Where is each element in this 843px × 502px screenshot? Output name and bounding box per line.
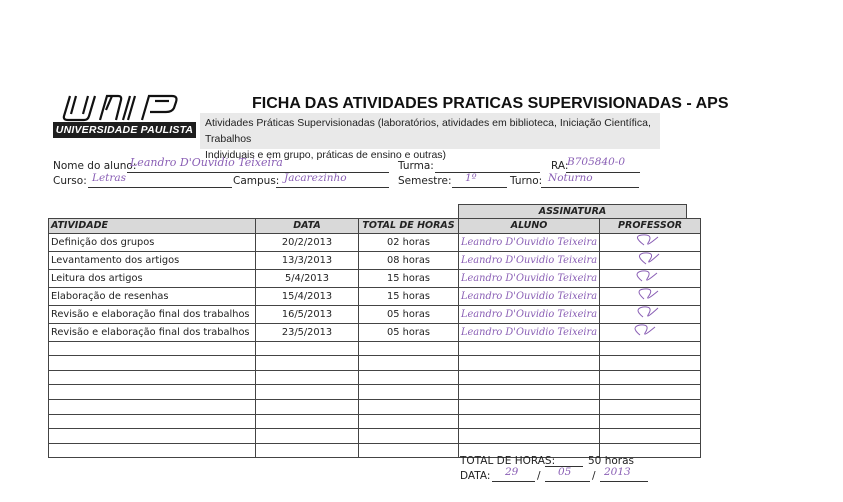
subtitle-line-1: Atividades Práticas Supervisionadas (laboratórios, atividades em biblioteca, Iniciação Científica, Trabalhos <box>205 117 651 145</box>
table-row <box>49 305 701 323</box>
nome-value[interactable]: Leandro D'Ouvidio Teixeira <box>130 156 283 169</box>
table-row-empty <box>49 385 701 400</box>
cell-professor-signature <box>600 287 701 305</box>
table-row <box>49 287 701 305</box>
turno-value[interactable]: Noturno <box>548 172 593 184</box>
date-sep-2: / <box>592 470 596 482</box>
total-label: TOTAL DE HORAS: <box>460 455 556 467</box>
data-label: DATA: <box>460 470 491 482</box>
cell-aluno-signature: Leandro D'Ouvidio Teixeira <box>459 323 600 341</box>
cell-professor-signature <box>600 269 701 287</box>
cell-atividade: Definição dos grupos <box>49 233 256 251</box>
cell-data: 23/5/2013 <box>256 323 359 341</box>
professor-rubrica-icon <box>602 270 698 283</box>
table-row-empty <box>49 399 701 414</box>
campus-value[interactable]: Jacarezinho <box>284 172 347 184</box>
col-horas: TOTAL DE HORAS <box>359 219 459 234</box>
cell-professor-signature <box>600 251 701 269</box>
col-professor: PROFESSOR <box>600 219 701 234</box>
cell-horas: 15 horas <box>359 287 459 305</box>
turno-label: Turno: <box>510 175 543 187</box>
logo-band: UNIVERSIDADE PAULISTA <box>53 122 196 138</box>
cell-professor-signature <box>600 323 701 341</box>
year-line <box>600 481 648 482</box>
col-atividade: ATIVIDADE <box>49 219 256 234</box>
nome-label: Nome do aluno: <box>53 160 137 172</box>
semestre-line <box>452 187 507 188</box>
date-month[interactable]: 05 <box>558 466 572 478</box>
table-row-empty <box>49 356 701 371</box>
cell-horas: 05 horas <box>359 323 459 341</box>
turma-line[interactable] <box>435 172 540 173</box>
professor-rubrica-icon <box>602 306 698 319</box>
professor-rubrica-icon <box>602 234 698 247</box>
cell-data: 16/5/2013 <box>256 305 359 323</box>
table-row-empty <box>49 414 701 429</box>
semestre-label: Semestre: <box>398 175 452 187</box>
cell-aluno-signature: Leandro D'Ouvidio Teixeira <box>459 233 600 251</box>
campus-label: Campus: <box>233 175 280 187</box>
cell-professor-signature <box>600 305 701 323</box>
table-header-row <box>49 219 701 234</box>
cell-atividade: Revisão e elaboração final dos trabalhos <box>49 305 256 323</box>
date-year[interactable]: 2013 <box>604 466 631 478</box>
cell-data: 20/2/2013 <box>256 233 359 251</box>
activities-table <box>48 218 701 458</box>
campus-line <box>276 187 389 188</box>
table-row-empty <box>49 429 701 444</box>
curso-value[interactable]: Letras <box>92 172 127 184</box>
professor-rubrica-icon <box>602 252 698 265</box>
professor-rubrica-icon <box>602 288 698 301</box>
semestre-value[interactable]: 1º <box>465 172 477 184</box>
cell-aluno-signature: Leandro D'Ouvidio Teixeira <box>459 269 600 287</box>
cell-atividade: Elaboração de resenhas <box>49 287 256 305</box>
table-row <box>49 251 701 269</box>
table-row <box>49 269 701 287</box>
cell-aluno-signature: Leandro D'Ouvidio Teixeira <box>459 305 600 323</box>
cell-aluno-signature: Leandro D'Ouvidio Teixeira <box>459 287 600 305</box>
curso-line <box>88 187 232 188</box>
cell-professor-signature <box>600 233 701 251</box>
table-row-empty <box>49 370 701 385</box>
cell-atividade: Leitura dos artigos <box>49 269 256 287</box>
total-value: 50 horas <box>588 455 634 467</box>
cell-data: 15/4/2013 <box>256 287 359 305</box>
cell-horas: 08 horas <box>359 251 459 269</box>
cell-aluno-signature: Leandro D'Ouvidio Teixeira <box>459 251 600 269</box>
table-row <box>49 233 701 251</box>
table-row <box>49 323 701 341</box>
cell-horas: 15 horas <box>359 269 459 287</box>
ra-value[interactable]: B705840-0 <box>567 156 626 168</box>
professor-rubrica-icon <box>602 324 698 337</box>
curso-label: Curso: <box>53 175 87 187</box>
page-title: FICHA DAS ATIVIDADES PRATICAS SUPERVISIONADAS - APS <box>252 95 729 112</box>
nome-line <box>127 172 389 173</box>
unip-logo-icon <box>62 92 190 122</box>
cell-atividade: Levantamento dos artigos <box>49 251 256 269</box>
turno-line <box>541 187 639 188</box>
cell-data: 13/3/2013 <box>256 251 359 269</box>
date-day[interactable]: 29 <box>505 466 519 478</box>
cell-horas: 05 horas <box>359 305 459 323</box>
cell-atividade: Revisão e elaboração final dos trabalhos <box>49 323 256 341</box>
cell-data: 5/4/2013 <box>256 269 359 287</box>
month-line <box>545 481 590 482</box>
ra-label: RA: <box>551 160 569 172</box>
assinatura-header: ASSINATURA <box>458 204 687 218</box>
day-line <box>492 481 535 482</box>
turma-label: Turma: <box>398 160 434 172</box>
col-aluno: ALUNO <box>459 219 600 234</box>
table-row-empty <box>49 341 701 356</box>
cell-horas: 02 horas <box>359 233 459 251</box>
date-sep-1: / <box>537 470 541 482</box>
subtitle-line-2: Individuais e em grupo, práticas de ensino e outras) <box>205 149 447 161</box>
col-data: DATA <box>256 219 359 234</box>
